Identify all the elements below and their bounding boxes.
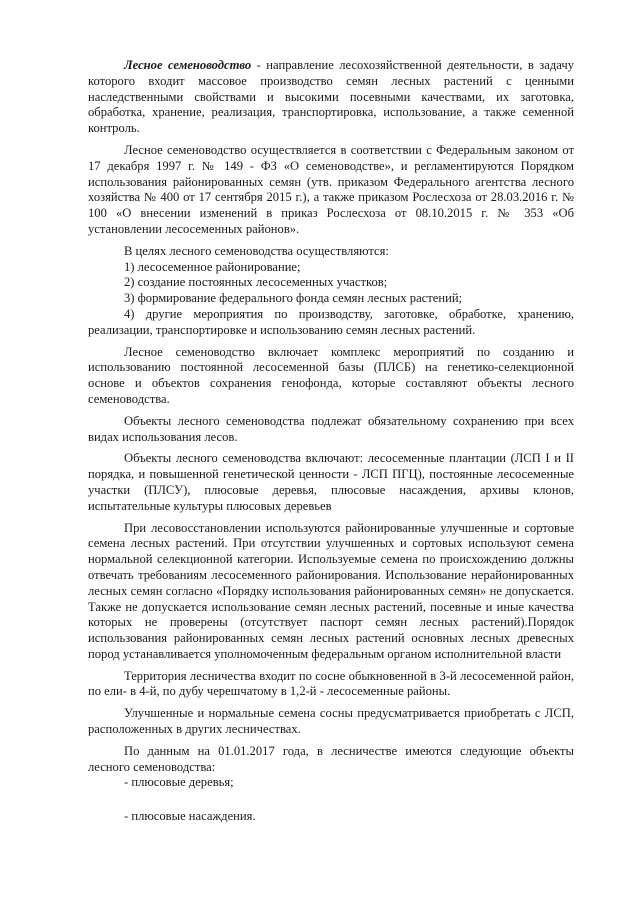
list-item: - плюсовые насаждения.: [124, 809, 256, 824]
term-title: Лесное семеноводство: [124, 58, 252, 72]
paragraph-legal-basis: Лесное семеноводство осуществляется в соответствии с Федеральным законом от 17 декабря 1997 г. № 149 - ФЗ «О семеноводстве», и регламентируются Порядком использования районированных семян (утв. приказом Федерального агентства лесного хозяйства № 400 от 17 сентября 2015 г.), а также приказом Рослесхоза от 28.03.2016 г. № 100 «О внесении изменений в приказ Рослесхоза от 08.10.2015 г. № 353 «Об установлении лесосеменных районов».: [88, 142, 574, 236]
list-item: 4) другие мероприятия по производству, заготовке, обработке, хранению, реализации, транспортировке и использованию семян лесных растений.: [88, 306, 574, 337]
document-page: [88, 58, 574, 825]
list-item: 2) создание постоянных лесосеменных участков;: [124, 275, 388, 290]
paragraph-goals-intro: В целях лесного семеноводства осуществляются:: [124, 243, 389, 258]
list-item: 3) формирование федерального фонда семян лесных растений;: [124, 291, 463, 306]
definition-text: - направление лесохозяйственной деятельности, в задачу которого входит массовое производство семян лесных растений с ценными наследственными свойствами и высокими посевными качествами, их заготовка, обработка, хранение, реализация, транспортировка, использование, а также семенной контроль.: [88, 58, 574, 136]
paragraph-reforestation: При лесовосстановлении используются районированные улучшенные и сортовые семена лесных растений. При отсутствии улучшенных и сортовых используют семена нормальной селекционной категории. Используемые семена по происхождению должны отвечать требованиям лесосеменного районирования. Использование нерайонированных лесных семян согласно «Порядку использования районированных семян» не допускается. Также не допускается использование семян лесных растений, посевные и иные качества которых не проверены (отсутствует паспорт семян лесных растений).Порядок использования районированных семян лесных растений основных лесных древесных пород устанавливается уполномоченным федеральным органом исполнительной власти: [88, 520, 574, 661]
paragraph-purchase: Улучшенные и нормальные семена сосны предусматривается приобретать с ЛСП, расположенных в других лесничествах.: [88, 706, 574, 737]
paragraph-inventory: По данным на 01.01.2017 года, в лесничестве имеются следующие объекты лесного семеноводства:: [88, 743, 574, 774]
paragraph-preservation: Объекты лесного семеноводства подлежат обязательному сохранению при всех видах использования лесов.: [88, 413, 574, 444]
list-item: - плюсовые деревья;: [124, 775, 234, 790]
paragraph-seed-base: Лесное семеноводство включает комплекс мероприятий по созданию и использованию постоянной лесосеменной базы (ПЛСБ) на генетико-селекционной основе и объектов сохранения генофонда, которые составляют объекты лесного семеноводства.: [88, 344, 574, 406]
paragraph-seed-zones: Территория лесничества входит по сосне обыкновенной в 3-й лесосеменной район, по ели- в 4-й, по дубу черешчатому в 1,2-й - лесосеменные районы.: [88, 668, 574, 699]
paragraph-definition: [88, 58, 574, 137]
list-item: 1) лесосеменное районирование;: [124, 259, 301, 274]
paragraph-objects: Объекты лесного семеноводства включают: лесосеменные плантации (ЛСП I и II порядка, и повышенной генетической ценности - ЛСП ПГЦ), постоянные лесосеменные участки (ПЛСУ), плюсовые деревья, плюсовые насаждения, архивы клонов, испытательные культуры плюсовых деревьев: [88, 451, 574, 513]
spacer: [88, 791, 574, 809]
